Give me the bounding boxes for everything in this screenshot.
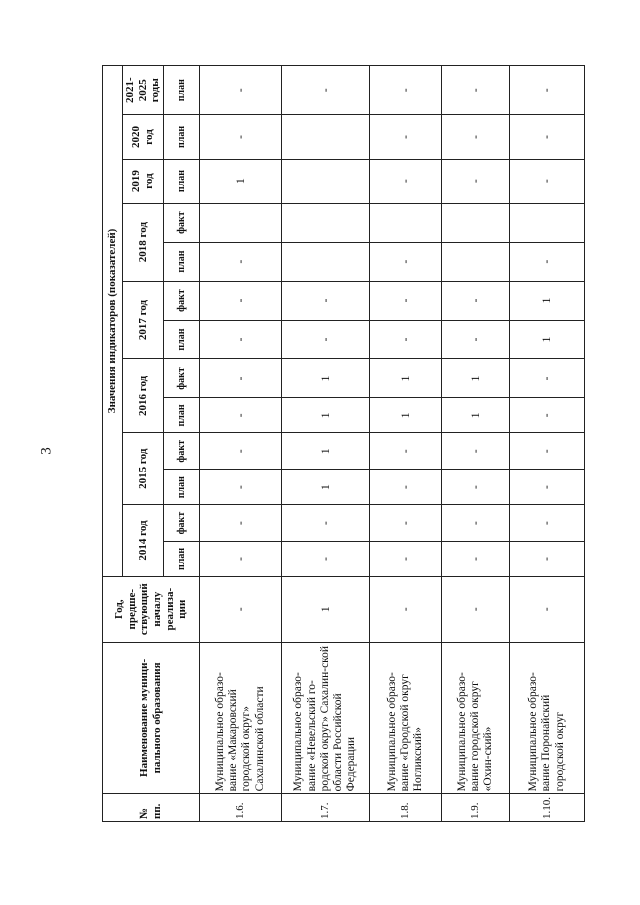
indicator-value: -	[369, 470, 441, 505]
indicator-value: 1	[369, 398, 441, 433]
row-number: 1.9.	[441, 794, 509, 822]
indicator-value	[441, 242, 509, 281]
indicator-value: -	[509, 398, 584, 433]
rotated-table-wrapper	[102, 65, 584, 822]
table-row	[199, 66, 281, 822]
indicator-value: -	[509, 433, 584, 470]
header-fact: факт	[163, 203, 199, 242]
indicator-value: -	[369, 159, 441, 203]
indicator-value: -	[281, 281, 369, 320]
indicator-value: -	[199, 242, 281, 281]
indicator-value: -	[199, 398, 281, 433]
indicator-value: 1	[441, 398, 509, 433]
indicator-value	[509, 203, 584, 242]
indicator-value: -	[441, 542, 509, 577]
indicator-value: -	[369, 242, 441, 281]
page-number: 3	[38, 447, 55, 455]
indicator-value: -	[199, 433, 281, 470]
indicator-value: -	[281, 66, 369, 115]
prev-year-value: 1	[281, 576, 369, 642]
row-number: 1.6.	[199, 794, 281, 822]
indicator-value: 1	[509, 320, 584, 359]
indicator-value: -	[199, 66, 281, 115]
header-plan: план	[163, 66, 199, 115]
header-year-2014: 2014 год	[123, 505, 164, 577]
indicator-value: -	[281, 542, 369, 577]
indicator-value: -	[441, 159, 509, 203]
indicator-value	[281, 115, 369, 159]
header-year-2016: 2016 год	[123, 359, 164, 433]
header-fact: факт	[163, 281, 199, 320]
indicator-value: 1	[281, 398, 369, 433]
table-row	[369, 66, 441, 822]
prev-year-value: -	[369, 576, 441, 642]
indicator-value: -	[369, 505, 441, 542]
row-number: 1.10.	[509, 794, 584, 822]
indicator-value: -	[509, 115, 584, 159]
indicator-value: -	[369, 281, 441, 320]
indicator-value	[281, 242, 369, 281]
header-plan: план	[163, 470, 199, 505]
header-plan: план	[163, 115, 199, 159]
indicator-value: -	[369, 320, 441, 359]
indicators-table	[102, 65, 585, 822]
indicator-value: -	[369, 66, 441, 115]
indicator-value: -	[281, 505, 369, 542]
municipality-name: Муниципальное образо-вание «Макаровский городской округ» Сахалинской области	[199, 642, 281, 794]
municipality-name: Муниципальное образо-вание Поронайский городской округ	[509, 642, 584, 794]
indicator-value: 1	[281, 433, 369, 470]
indicator-value: -	[509, 542, 584, 577]
indicator-value: -	[441, 470, 509, 505]
prev-year-value: -	[199, 576, 281, 642]
indicator-value: 1	[199, 159, 281, 203]
indicator-value: -	[281, 320, 369, 359]
header-plan: план	[163, 320, 199, 359]
indicator-value: -	[509, 470, 584, 505]
header-year-2019: 2019 год	[123, 159, 164, 203]
header-year-2018: 2018 год	[123, 203, 164, 281]
header-fact: факт	[163, 433, 199, 470]
header-indicators: Значения индикаторов (показателей)	[103, 66, 123, 577]
indicator-value: -	[199, 281, 281, 320]
indicator-value: -	[369, 433, 441, 470]
header-year-2017: 2017 год	[123, 281, 164, 359]
header-year-2020: 2020 год	[123, 115, 164, 159]
indicator-value: -	[199, 359, 281, 398]
indicator-value: -	[509, 242, 584, 281]
indicator-value	[281, 203, 369, 242]
municipality-name: Муниципальное образо-вание «Городской округ Ногликский»	[369, 642, 441, 794]
indicator-value: -	[199, 115, 281, 159]
indicator-value: 1	[281, 359, 369, 398]
table-row	[281, 66, 369, 822]
indicator-value: -	[199, 542, 281, 577]
header-prev-year: Год, предше-ствующий началу реализа-ции	[103, 576, 200, 642]
header-fact: факт	[163, 359, 199, 398]
indicator-value	[441, 203, 509, 242]
header-num: № пп.	[103, 794, 200, 822]
indicator-value: -	[509, 159, 584, 203]
indicator-value: 1	[281, 470, 369, 505]
header-year-2015: 2015 год	[123, 433, 164, 505]
row-number: 1.8.	[369, 794, 441, 822]
indicator-value: 1	[509, 281, 584, 320]
header-plan: план	[163, 542, 199, 577]
table-row	[509, 66, 584, 822]
header-fact: факт	[163, 505, 199, 542]
municipality-name: Муниципальное образо-вание «Невельский го-родской округ» Сахалин-ской области Российской Федерации	[281, 642, 369, 794]
header-year-2021-2025: 2021-2025 годы	[123, 66, 164, 115]
indicator-value: -	[441, 505, 509, 542]
row-number: 1.7.	[281, 794, 369, 822]
indicator-value: -	[509, 505, 584, 542]
indicator-value	[281, 159, 369, 203]
header-plan: план	[163, 159, 199, 203]
indicator-value	[369, 203, 441, 242]
header-name: Наименование муници-пального образования	[103, 642, 200, 794]
indicator-value: -	[441, 320, 509, 359]
prev-year-value: -	[441, 576, 509, 642]
indicator-value: -	[199, 470, 281, 505]
indicator-value: -	[199, 505, 281, 542]
table-row	[441, 66, 509, 822]
header-plan: план	[163, 398, 199, 433]
indicator-value: -	[441, 66, 509, 115]
indicator-value: -	[441, 115, 509, 159]
indicator-value: -	[509, 66, 584, 115]
indicator-value: -	[199, 320, 281, 359]
indicator-value: -	[509, 359, 584, 398]
indicator-value: -	[441, 433, 509, 470]
indicator-value: -	[441, 281, 509, 320]
indicator-value: -	[369, 542, 441, 577]
indicator-value: 1	[369, 359, 441, 398]
indicator-value	[199, 203, 281, 242]
prev-year-value: -	[509, 576, 584, 642]
indicator-value: -	[369, 115, 441, 159]
indicator-value: 1	[441, 359, 509, 398]
municipality-name: Муниципальное образо-вание городской округ «Охин-ский»	[441, 642, 509, 794]
header-plan: план	[163, 242, 199, 281]
